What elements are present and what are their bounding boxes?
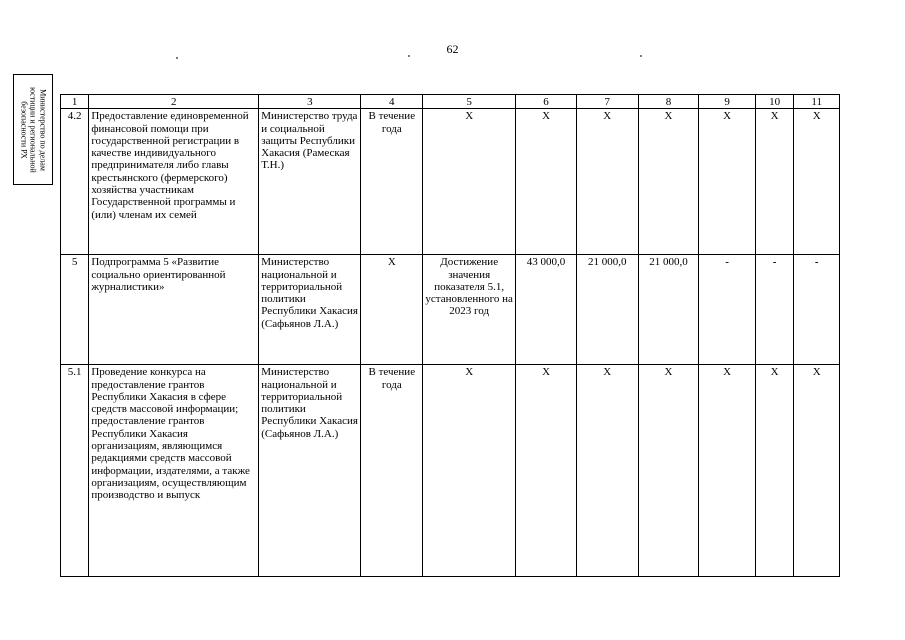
responsible-executor: Министерство национальной и территориальной политики Республики Хакасия (Сафьянов Л.А.) [259,255,361,365]
expected-result: Достижение значения показателя 5.1, установленного на 2023 год [423,255,516,365]
funding-value: X [516,109,577,255]
activity-name: Проведение конкурса на предоставление грантов Республики Хакасия в сфере средств массовой информации; предоставление грантов Республики Хакасия организациям, являющимся редакциями средств массовой информации, издателями, а также организациям, осуществляющим производство и выпуск [89,365,259,577]
funding-value: X [794,365,840,577]
funding-value: X [638,109,699,255]
funding-value: 21 000,0 [576,255,638,365]
table-row [61,365,840,577]
implementation-term: В течение года [361,365,423,577]
column-number: 9 [699,95,756,109]
funding-value: X [699,109,756,255]
stamp-line: юстиции и региональной [28,86,38,173]
responsible-executor: Министерство труда и социальной защиты Республики Хакасия (Рамеская Т.Н.) [259,109,361,255]
funding-value: X [794,109,840,255]
column-number: 5 [423,95,516,109]
implementation-term: X [361,255,423,365]
funding-value: X [576,365,638,577]
funding-value: - [794,255,840,365]
funding-value: - [699,255,756,365]
table-row [61,109,840,255]
funding-value: X [755,365,793,577]
responsible-executor: Министерство национальной и территориальной политики Республики Хакасия (Сафьянов Л.А.) [259,365,361,577]
column-number: 11 [794,95,840,109]
column-number: 8 [638,95,699,109]
page-number: 62 [446,42,459,56]
column-number: 1 [61,95,89,109]
funding-value: 43 000,0 [516,255,577,365]
column-number: 10 [755,95,793,109]
column-number-row [61,95,840,109]
funding-value: X [755,109,793,255]
funding-value: X [699,365,756,577]
column-number: 2 [89,95,259,109]
activity-name: Подпрограмма 5 «Развитие социально ориентированной журналистики» [89,255,259,365]
scan-speck [176,57,178,59]
column-number: 3 [259,95,361,109]
activity-name: Предоставление единовременной финансовой помощи при государственной регистрации в качестве индивидуального предпринимателя либо главы крестьянского (фермерского) хозяйства участникам Государственной программы и (или) членам их семей [89,109,259,255]
implementation-term: В течение года [361,109,423,255]
funding-value: - [755,255,793,365]
column-number: 6 [516,95,577,109]
stamp-line: Министерство по делам [38,88,48,171]
expected-result: X [423,109,516,255]
funding-value: X [516,365,577,577]
column-number: 7 [576,95,638,109]
row-number: 5.1 [61,365,89,577]
table-row [61,255,840,365]
funding-value: X [576,109,638,255]
funding-value: X [638,365,699,577]
row-number: 5 [61,255,89,365]
row-number: 4.2 [61,109,89,255]
expected-result: X [423,365,516,577]
stamp-line: безопасности РХ [19,100,29,159]
funding-value: 21 000,0 [638,255,699,365]
column-number: 4 [361,95,423,109]
registration-stamp [13,74,53,185]
scan-speck [640,55,642,57]
plan-table [60,94,840,577]
scan-speck [408,55,410,57]
